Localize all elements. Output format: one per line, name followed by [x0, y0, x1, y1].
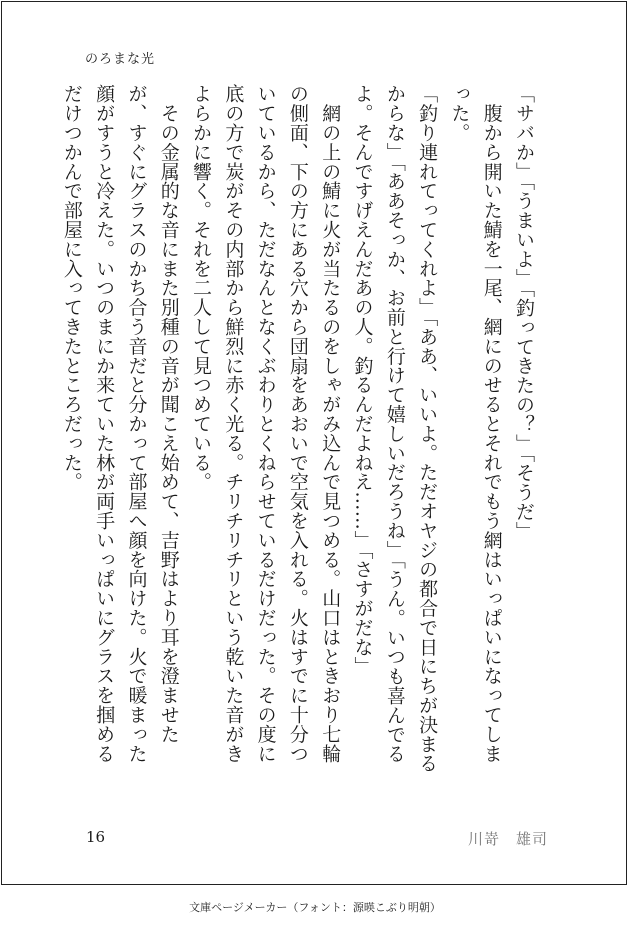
paragraph: 網の上の鯖に火が当たるのをしゃがみ込んで見つめる。山口はときおり七輪の側面、下の方にある穴から団扇をあおいで空気を入れる。火はすでに十分ついているから、ただなんとなくぶわりとくねらせているだけだった。その度に底の方で炭がその内部から鮮烈に赤く光る。チリチリチリという乾いた音がきよらかに響く。それを二人して見つめている。 — [190, 84, 342, 763]
book-page — [1, 1, 627, 885]
generator-credit: 文庫ページメーカー（フォント：源暎こぶり明朝） — [189, 901, 441, 914]
page-number: 16 — [86, 828, 106, 846]
body-text — [60, 84, 540, 782]
paragraph: 「釣り連れてってくれよ」「ああ、いいよ。ただオヤジの都合で日にちが決まるからな」「ああそっか、お前と行けて嬉しいだろうね」「うん。いつも喜んでるよ。そんですげえんだあの人。釣るんだよねえ……」「さすがだな」 — [351, 84, 439, 773]
paragraph: 「サバか」「うまいよ」「釣ってきたの？」「そうだ」 — [513, 84, 535, 541]
running-title: のろまな光 — [85, 52, 156, 67]
paragraph: その金属的な音にまた別種の音が聞こえ始めて、吉野はより耳を澄ませたが、すぐにグラスのかち合う音だと分かって部屋へ顔を向けた。火で暖まった顔がすうと冷えた。いつのまにか来ていた林が両手いっぱいにグラスを掴めるだけつかんで部屋に入ってきたところだった。 — [60, 84, 180, 763]
author-name: 川嵜 雄司 — [467, 830, 548, 848]
paragraph: 腹から開いた鯖を一尾、網にのせるとそれでもう網はいっぱいになってしまった。 — [448, 84, 503, 763]
